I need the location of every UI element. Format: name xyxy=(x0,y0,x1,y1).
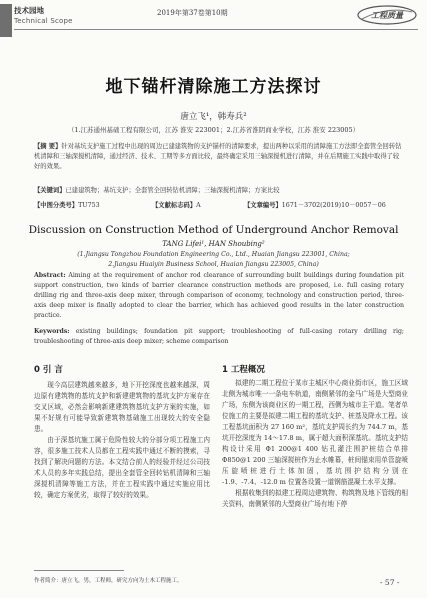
header-rule xyxy=(14,29,418,30)
keywords-cn-label: 【关键词】 xyxy=(34,187,66,194)
introduction-body xyxy=(34,380,210,501)
paragraph: 拟建的二期工程位于某市主城区中心商业街市区，施工区域北侧为城市唯一一条电车轨道，南侧紧邻的金马广场是大型商业广场，东侧为该商业区的一期工程，西侧为城市主干道。笔者单位施工的主要是拟建二期工程的基坑支护、桩基及降水工程。该工程基坑面积为 27 160 m²，基坑支护周长约为 744.7 m，基坑开挖深度为 14～17.8 m，属于超大面积深基坑。基坑支护结构设计采用 Φ1 200@1 400 钻孔灌注围护桩结合单排 Φ850@1 200 三轴深搅桩作为止水帷幕，桩间锚束用单管旋喷压旋喷桩进行土体加固，基坑围护结构分别在 -1.9、-7.4、-12.0 m 位置各设置一道钢筋混凝土水平支撑。 xyxy=(222,379,408,486)
article-id-value: 1671－3702(2019)10－0057－06 xyxy=(281,202,386,209)
clc-label: 【中图分类号】 xyxy=(34,202,79,209)
abstract-cn-label: 【摘 要】 xyxy=(34,143,62,150)
svg-text:工程质量: 工程质量 xyxy=(371,11,403,20)
paragraph: 现今高层建筑越来越多，地下开挖深度也越来越深，周边原有建筑物的基坑支护和新建建筑物的基坑支护方案存在交叉区域，必然会影响新建建筑物基坑支护方案的实施，如果不好规有可能导致新建筑物基础施工出现较大的安全隐患。 xyxy=(34,381,210,433)
abstract-en xyxy=(34,271,404,321)
column-badge xyxy=(0,4,12,37)
doc-code-value: A xyxy=(196,202,201,209)
affiliation: （1.江苏通州基础工程有限公司，江苏 淮安 223001；2.江苏省淮阴商业学校，江苏 淮安 223005） xyxy=(67,126,360,134)
overview-body xyxy=(222,378,408,510)
article-id-label: 【文章编号】 xyxy=(244,202,282,209)
paragraph: 根据收集到的拟建工程周边建筑物、构筑物及地下管线的相关资料，南侧紧邻的大型商业广场有地下停 xyxy=(222,489,408,508)
keywords-en-label: Keywords: xyxy=(34,328,70,335)
paragraph: 由于深基坑施工属于危险性较大的分部分项工程施工内容，很多施工技术人员都在工程实践中通过不断的摸索，寻找到了解决问题的方法。本文结合前人的经验并经过公司技术人员的多年实践总结，提出全套管全回转钻机清障和三轴深搅机清障等施工方法，并在工程实践中通过实施应用比较，确定方案优劣，取得了较好的效果。 xyxy=(34,436,210,499)
author-footnote: 作者简介：唐立飞，男，工程师，研究方向为土木工程施工。 xyxy=(34,578,183,584)
paper-title-en: Discussion on Construction Method of Underground Anchor Removal xyxy=(28,224,399,236)
classification-row xyxy=(34,200,404,210)
abstract-cn xyxy=(34,142,404,172)
affiliation-en-line: 2.Jiangsu Huaiyin Business School, Huaian Jiangsu 223005, China) xyxy=(108,261,319,268)
keywords-cn-text: 已建建筑物；基坑支护；全套管全回转钻机清障；三轴深搅机清障；方案比较 xyxy=(65,187,280,194)
keywords-en-text: existing buildings; foundation pit support; troubleshooting of full-casing rotary drilling rig; troubleshooting of three-axis deep mixer; scheme comparison xyxy=(34,328,405,345)
page-number: - 57 - xyxy=(380,578,400,587)
footnote-rule xyxy=(34,570,124,571)
abstract-en-text: Aiming at the requirement of anchor rod clearance of surrounding built buildings during foundation pit support construction, two kinds of barrier clearance construction methods are proposed, i.e. full casing rotary drilling rig and three-axis deep mixer, through comparison of economy, technology and construction period, three-axis deep mixer is finally adopted to clear the barrier, which has achieved good results in the later construction practice. xyxy=(34,272,404,319)
section-heading-introduction: 0 引 言 xyxy=(34,365,63,375)
abstract-en-label: Abstract: xyxy=(34,272,66,279)
section-heading-overview: 1 工程概况 xyxy=(222,365,265,375)
doc-code-label: 【文献标志码】 xyxy=(152,202,197,209)
authors-en: TANG Lifei¹, HAN Shoubing² xyxy=(162,240,265,248)
keywords-en xyxy=(34,327,404,347)
paper-title: 地下锚杆清除施工方法探讨 xyxy=(105,77,322,97)
affiliation-en-line: (1.Jiangsu Tongzhou Foundation Engineering Co., Ltd., Huaian Jiangsu 223001, China; xyxy=(77,251,350,258)
issue-info: 2019年第37卷第10期 xyxy=(157,9,228,17)
affiliation-en xyxy=(0,250,427,270)
journal-logo xyxy=(356,4,418,26)
column-title-cn: 技术园地 xyxy=(14,6,44,15)
authors: 唐立飞¹，韩寿兵² xyxy=(180,112,247,122)
clc-value: TU753 xyxy=(78,202,100,209)
keywords-cn xyxy=(34,186,404,196)
column-title-en: Technical Scope xyxy=(14,17,73,25)
abstract-cn-text: 针对基坑支护施工过程中出现的周边已建建筑物的支护锚杆的清障要求，提出两种以采用的清障施工方法即全套管全回转钻机清障和三轴深搅机清障，通过经济、技术、工期等多方面比较，最终确定采用三轴深搅机进行清障，并在后期施工实践中取得了较好的效果。 xyxy=(34,143,402,170)
